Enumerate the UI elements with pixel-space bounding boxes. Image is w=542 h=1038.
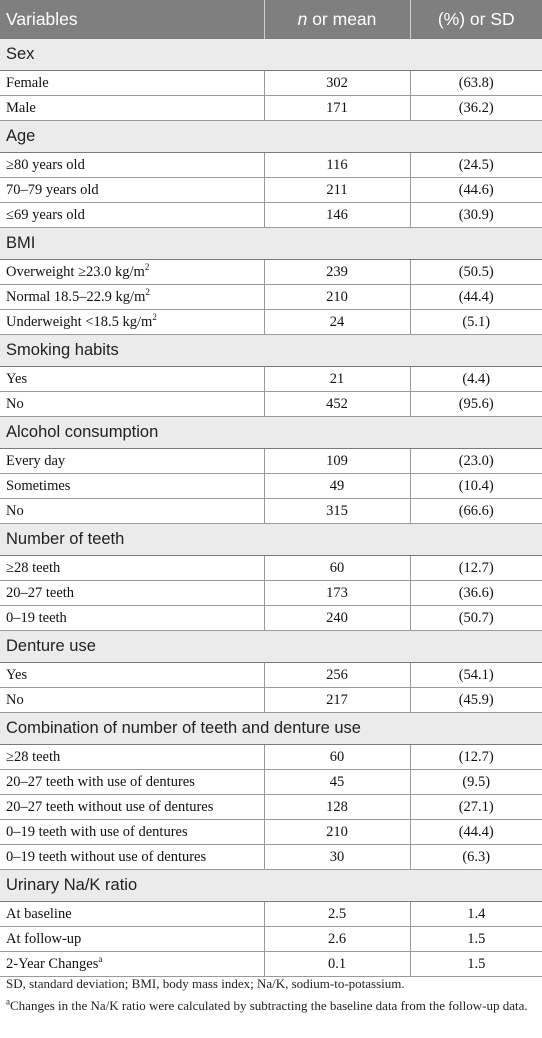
table-row: [0, 499, 542, 524]
row-label: [0, 902, 264, 927]
row-label-text: At follow-up: [6, 930, 82, 947]
table-row: [0, 367, 542, 392]
section-title: Combination of number of teeth and denture use: [0, 713, 542, 745]
row-label: [0, 449, 264, 474]
row-pct-or-sd: (5.1): [410, 310, 542, 335]
row-n-or-mean: 302: [264, 71, 410, 96]
row-pct-or-sd: (45.9): [410, 688, 542, 713]
footnote-abbreviations: SD, standard deviation; BMI, body mass index; Na/K, sodium-to-potassium.: [6, 976, 405, 991]
row-label-text: 20–27 teeth with use of dentures: [6, 773, 195, 790]
row-label: [0, 310, 264, 335]
row-pct-or-sd: (24.5): [410, 153, 542, 178]
row-label: [0, 203, 264, 228]
row-pct-or-sd: 1.5: [410, 952, 542, 977]
row-label: [0, 392, 264, 417]
row-n-or-mean: 24: [264, 310, 410, 335]
row-label: [0, 96, 264, 121]
section-title: Denture use: [0, 631, 542, 663]
row-label: [0, 153, 264, 178]
row-label: [0, 845, 264, 870]
row-n-or-mean: 109: [264, 449, 410, 474]
row-label-text: 70–79 years old: [6, 181, 99, 198]
table-row: [0, 96, 542, 121]
row-label: [0, 581, 264, 606]
row-pct-or-sd: (63.8): [410, 71, 542, 96]
row-label-superscript: a: [98, 953, 103, 964]
row-label: [0, 820, 264, 845]
row-label: [0, 178, 264, 203]
row-label-text: No: [6, 691, 24, 708]
row-label-text: ≥28 teeth: [6, 748, 61, 765]
row-label-text: Yes: [6, 666, 28, 683]
row-n-or-mean: 315: [264, 499, 410, 524]
section-title: Number of teeth: [0, 524, 542, 556]
row-n-or-mean: 210: [264, 820, 410, 845]
row-label: [0, 745, 264, 770]
header-pct-or-sd: (%) or SD: [410, 0, 542, 39]
row-n-or-mean: 240: [264, 606, 410, 631]
row-label-superscript: 2: [152, 311, 157, 322]
section-title: Smoking habits: [0, 335, 542, 367]
row-label-text: Normal 18.5–22.9 kg/m: [6, 288, 146, 305]
row-label-text: 20–27 teeth without use of dentures: [6, 798, 214, 815]
row-label-text: ≥80 years old: [6, 156, 85, 173]
row-pct-or-sd: (12.7): [410, 556, 542, 581]
row-label: [0, 927, 264, 952]
row-n-or-mean: 49: [264, 474, 410, 499]
row-label-text: Sometimes: [6, 477, 71, 494]
section-header-row: [0, 631, 542, 663]
row-pct-or-sd: 1.5: [410, 927, 542, 952]
row-label-text: 20–27 teeth: [6, 584, 75, 601]
row-label-text: Overweight ≥23.0 kg/m: [6, 263, 145, 280]
row-label: [0, 795, 264, 820]
row-label: [0, 285, 264, 310]
row-n-or-mean: 21: [264, 367, 410, 392]
row-n-or-mean: 116: [264, 153, 410, 178]
row-pct-or-sd: (44.6): [410, 178, 542, 203]
row-label: [0, 499, 264, 524]
row-label: [0, 663, 264, 688]
row-pct-or-sd: (66.6): [410, 499, 542, 524]
row-n-or-mean: 60: [264, 745, 410, 770]
row-pct-or-sd: (4.4): [410, 367, 542, 392]
row-label-text: Underweight <18.5 kg/m: [6, 313, 153, 330]
table-row: [0, 902, 542, 927]
section-header-row: [0, 39, 542, 71]
row-label: [0, 770, 264, 795]
row-pct-or-sd: (50.5): [410, 260, 542, 285]
row-pct-or-sd: (44.4): [410, 285, 542, 310]
table-row: [0, 820, 542, 845]
table-row: [0, 581, 542, 606]
table-row: [0, 663, 542, 688]
section-header-row: [0, 335, 542, 367]
table-row: [0, 178, 542, 203]
row-n-or-mean: 173: [264, 581, 410, 606]
section-header-row: [0, 713, 542, 745]
row-pct-or-sd: (27.1): [410, 795, 542, 820]
row-n-or-mean: 239: [264, 260, 410, 285]
row-label: [0, 606, 264, 631]
table-row: [0, 795, 542, 820]
row-label: [0, 556, 264, 581]
row-n-or-mean: 30: [264, 845, 410, 870]
row-n-or-mean: 2.6: [264, 927, 410, 952]
row-n-or-mean: 2.5: [264, 902, 410, 927]
row-pct-or-sd: (44.4): [410, 820, 542, 845]
table-row: [0, 606, 542, 631]
section-header-row: [0, 228, 542, 260]
section-header-row: [0, 524, 542, 556]
row-pct-or-sd: (30.9): [410, 203, 542, 228]
row-pct-or-sd: (95.6): [410, 392, 542, 417]
header-n-or-mean: [264, 0, 410, 39]
footnote-a-mark: a: [6, 996, 10, 1007]
row-pct-or-sd: (36.2): [410, 96, 542, 121]
row-label: [0, 688, 264, 713]
table-row: [0, 260, 542, 285]
row-label-text: At baseline: [6, 905, 72, 922]
section-header-row: [0, 121, 542, 153]
row-label-superscript: 2: [145, 286, 150, 297]
row-pct-or-sd: (10.4): [410, 474, 542, 499]
row-pct-or-sd: 1.4: [410, 902, 542, 927]
table-footnotes: [0, 974, 542, 1018]
row-label-superscript: 2: [144, 261, 150, 272]
table-row: [0, 71, 542, 96]
row-label-text: 2-Year Changes: [6, 955, 99, 972]
section-header-row: [0, 870, 542, 902]
row-label: [0, 260, 264, 285]
row-n-or-mean: 256: [264, 663, 410, 688]
table-row: [0, 927, 542, 952]
row-label-text: 0–19 teeth without use of dentures: [6, 848, 207, 865]
row-label: [0, 952, 264, 977]
table-row: [0, 449, 542, 474]
row-n-or-mean: 128: [264, 795, 410, 820]
row-label-text: 0–19 teeth: [6, 609, 67, 626]
row-label: [0, 71, 264, 96]
table-row: [0, 745, 542, 770]
row-n-or-mean: 45: [264, 770, 410, 795]
row-pct-or-sd: (23.0): [410, 449, 542, 474]
section-title: BMI: [0, 228, 542, 260]
table-row: [0, 285, 542, 310]
row-label-text: Yes: [6, 370, 28, 387]
table-row: [0, 952, 542, 977]
section-title: Urinary Na/K ratio: [0, 870, 542, 902]
header-variables: Variables: [0, 0, 264, 39]
row-pct-or-sd: (36.6): [410, 581, 542, 606]
row-n-or-mean: 171: [264, 96, 410, 121]
header-or-mean: or mean: [307, 8, 377, 29]
row-n-or-mean: 0.1: [264, 952, 410, 977]
header-n: n: [297, 8, 308, 29]
footnote-a-text: Changes in the Na/K ratio were calculated by subtracting the baseline data from the follow-up data.: [10, 998, 528, 1013]
row-n-or-mean: 211: [264, 178, 410, 203]
table-row: [0, 688, 542, 713]
row-label-text: Male: [6, 99, 36, 116]
table-row: [0, 845, 542, 870]
row-label-text: Every day: [6, 452, 66, 469]
section-title: Sex: [0, 39, 542, 71]
row-n-or-mean: 146: [264, 203, 410, 228]
row-label-text: ≥28 teeth: [6, 559, 61, 576]
table-row: [0, 310, 542, 335]
table-body: [0, 39, 542, 977]
table-row: [0, 153, 542, 178]
row-label-text: Female: [6, 74, 49, 91]
table-row: [0, 203, 542, 228]
table-header-row: [0, 0, 542, 39]
row-pct-or-sd: (9.5): [410, 770, 542, 795]
row-label: [0, 367, 264, 392]
row-pct-or-sd: (54.1): [410, 663, 542, 688]
row-n-or-mean: 217: [264, 688, 410, 713]
row-label: [0, 474, 264, 499]
row-n-or-mean: 60: [264, 556, 410, 581]
row-pct-or-sd: (12.7): [410, 745, 542, 770]
table-row: [0, 474, 542, 499]
row-label-text: No: [6, 502, 24, 519]
section-title: Age: [0, 121, 542, 153]
row-n-or-mean: 452: [264, 392, 410, 417]
table-row: [0, 770, 542, 795]
table-row: [0, 556, 542, 581]
row-n-or-mean: 210: [264, 285, 410, 310]
row-label-text: 0–19 teeth with use of dentures: [6, 823, 188, 840]
row-pct-or-sd: (50.7): [410, 606, 542, 631]
section-header-row: [0, 417, 542, 449]
row-label-text: No: [6, 395, 24, 412]
row-label-text: ≤69 years old: [6, 206, 85, 223]
table-row: [0, 392, 542, 417]
section-title: Alcohol consumption: [0, 417, 542, 449]
footnote-a: [6, 996, 542, 1015]
row-pct-or-sd: (6.3): [410, 845, 542, 870]
